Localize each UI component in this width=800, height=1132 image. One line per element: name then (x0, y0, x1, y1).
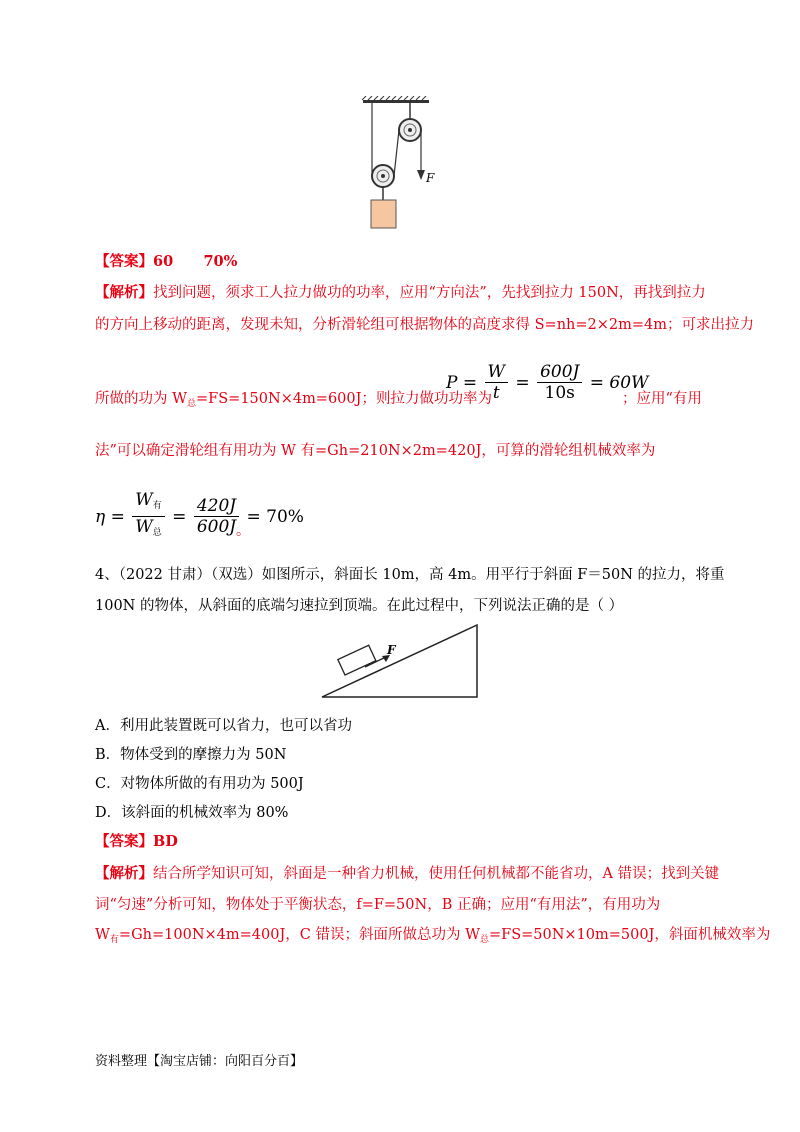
analysis-text: =Gh=100N×4m=400J，C 错误；斜面所做总功为 W (118, 927, 480, 943)
denominator: 600J (196, 517, 237, 537)
option-d: D．该斜面的机械效率为 80% (95, 805, 289, 821)
question-stem: 4、（2022 甘肃）（双选）如图所示，斜面长 10m，高 4m。用平行于斜面 F＝50N 的拉力，将重 (95, 567, 725, 583)
incline-diagram (320, 620, 480, 700)
denominator: 10s (544, 383, 575, 403)
subscript: 总 (479, 935, 489, 945)
formula-result: 70% (266, 506, 304, 527)
analysis-text: 结合所学知识可知，斜面是一种省力机械，使用任何机械都不能省功，A 错误；找到关键 (153, 866, 720, 882)
numerator: 420J (194, 496, 239, 517)
denominator: W (135, 517, 153, 537)
footer-text: 资料整理【淘宝店铺：向阳百分百】 (95, 1054, 304, 1069)
option-a: A．利用此装置既可以省力，也可以省功 (95, 718, 352, 734)
analysis-text: =FS=150N×4m=600J；则拉力做功功率为 (196, 391, 492, 407)
numerator: W (135, 490, 153, 510)
incline-force-label: F (387, 643, 396, 657)
analysis-text: 找到问题，须求工人拉力做功的功率，应用“方向法”，先找到拉力 150N，再找到拉力 (153, 285, 706, 301)
analysis-text: 的方向上移动的距离，发现未知，分析滑轮组可根据物体的高度求得 S=nh=2×2m=4m；可求出拉力 (95, 317, 754, 333)
fraction (537, 362, 582, 403)
question-stem: 100N 的物体，从斜面的底端匀速拉到顶端。在此过程中，下列说法正确的是（ ） (95, 598, 624, 614)
analysis-text: ；应用“有用 (622, 391, 702, 407)
subscript: 总 (152, 528, 162, 538)
answer-tag: 【答案】 (95, 253, 153, 270)
pulley-force-label: F (426, 171, 435, 185)
denominator: t (492, 383, 500, 403)
formula-trailing: 。 (236, 523, 250, 539)
answer-text: BD (153, 833, 178, 850)
fraction (485, 362, 508, 403)
analysis-text: 词“匀速”分析可知，物体处于平衡状态，f=F=50N，B 正确；应用“有用法”，有用功为 (95, 897, 661, 913)
subscript: 总 (187, 399, 197, 409)
analysis-text: =FS=50N×10m=500J，斜面机械效率为 (489, 927, 771, 943)
formula-result: 60W (609, 372, 649, 393)
formula-lhs: P (446, 372, 458, 393)
answer-text: 60 70% (153, 253, 238, 270)
analysis-text: 法”可以确定滑轮组有用功为 W 有=Gh=210N×2m=420J，可算的滑轮组机械效率为 (95, 443, 656, 459)
numerator: W (485, 362, 508, 383)
option-c: C．对物体所做的有用功为 500J (95, 776, 304, 792)
answer-tag: 【答案】 (95, 833, 153, 850)
option-b: B．物体受到的摩擦力为 50N (95, 747, 287, 763)
subscript: 有 (109, 935, 119, 945)
formula-lhs: η (95, 506, 106, 527)
analysis-tag: 【解析】 (95, 284, 153, 301)
subscript: 有 (152, 501, 162, 511)
analysis-text: W (95, 927, 110, 943)
fraction (194, 496, 239, 537)
power-formula: P = $\frac{W}{t}$ = $\frac{600J}{10s}$ = 60W (446, 362, 649, 403)
efficiency-formula: η = $\frac{W_有}{W_总}$ = $\frac{420J}{600J}$ = 70% (95, 490, 304, 543)
numerator: 600J (537, 362, 582, 383)
analysis-text: 所做的功为 W (95, 391, 188, 407)
pulley-diagram (360, 96, 450, 231)
fraction (132, 490, 165, 543)
analysis-tag: 【解析】 (95, 865, 153, 882)
